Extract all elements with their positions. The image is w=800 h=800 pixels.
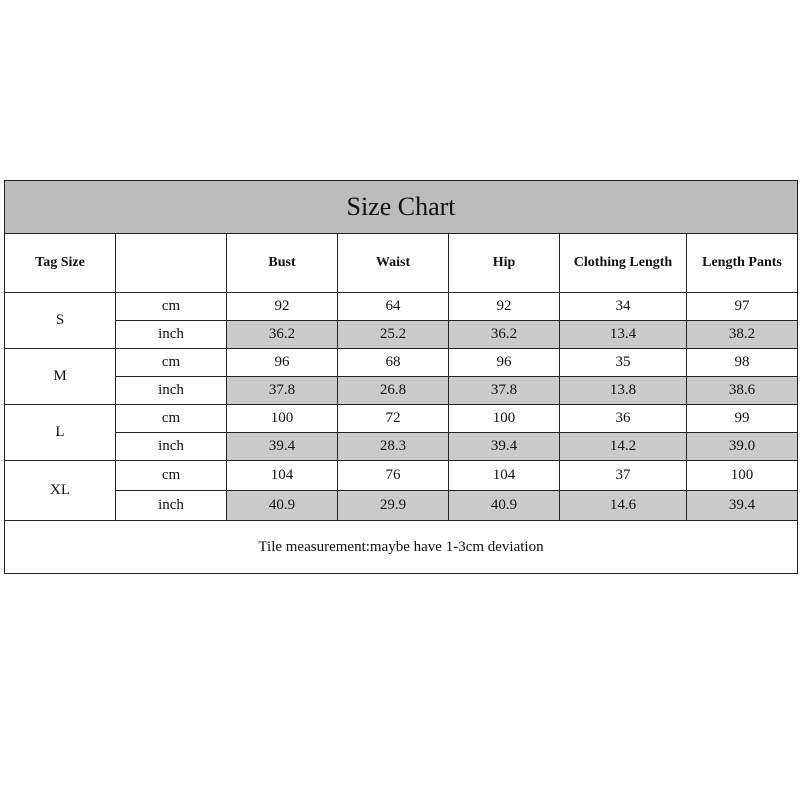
size-chart-table — [4, 180, 798, 574]
clothing-length-cell: 13.4 — [560, 321, 687, 349]
tag-size-cell: S — [5, 293, 116, 349]
table-row — [5, 461, 798, 491]
header-clothing-length: Clothing Length — [560, 234, 687, 293]
length-pants-cell: 39.4 — [687, 491, 798, 521]
bust-cell: 39.4 — [227, 433, 338, 461]
tag-size-cell: XL — [5, 461, 116, 521]
table-row — [5, 377, 798, 405]
unit-cell: inch — [116, 377, 227, 405]
hip-cell: 104 — [449, 461, 560, 491]
length-pants-cell: 97 — [687, 293, 798, 321]
table-row — [5, 405, 798, 433]
hip-cell: 36.2 — [449, 321, 560, 349]
clothing-length-cell: 35 — [560, 349, 687, 377]
header-unit — [116, 234, 227, 293]
chart-title: Size Chart — [5, 181, 798, 234]
hip-cell: 39.4 — [449, 433, 560, 461]
hip-cell: 96 — [449, 349, 560, 377]
bust-cell: 92 — [227, 293, 338, 321]
tag-size-cell: L — [5, 405, 116, 461]
hip-cell: 37.8 — [449, 377, 560, 405]
bust-cell: 36.2 — [227, 321, 338, 349]
length-pants-cell: 99 — [687, 405, 798, 433]
header-tag-size: Tag Size — [5, 234, 116, 293]
bust-cell: 37.8 — [227, 377, 338, 405]
bust-cell: 40.9 — [227, 491, 338, 521]
unit-cell: cm — [116, 461, 227, 491]
length-pants-cell: 38.6 — [687, 377, 798, 405]
measurement-note: Tile measurement:maybe have 1-3cm deviation — [5, 521, 798, 574]
header-bust: Bust — [227, 234, 338, 293]
tag-size-cell: M — [5, 349, 116, 405]
hip-cell: 40.9 — [449, 491, 560, 521]
unit-cell: inch — [116, 433, 227, 461]
unit-cell: cm — [116, 349, 227, 377]
length-pants-cell: 98 — [687, 349, 798, 377]
bust-cell: 96 — [227, 349, 338, 377]
table-row — [5, 433, 798, 461]
waist-cell: 68 — [338, 349, 449, 377]
header-length-pants: Length Pants — [687, 234, 798, 293]
length-pants-cell: 39.0 — [687, 433, 798, 461]
waist-cell: 76 — [338, 461, 449, 491]
length-pants-cell: 100 — [687, 461, 798, 491]
bust-cell: 104 — [227, 461, 338, 491]
table-row — [5, 349, 798, 377]
waist-cell: 29.9 — [338, 491, 449, 521]
length-pants-cell: 38.2 — [687, 321, 798, 349]
waist-cell: 64 — [338, 293, 449, 321]
clothing-length-cell: 14.2 — [560, 433, 687, 461]
unit-cell: cm — [116, 405, 227, 433]
clothing-length-cell: 14.6 — [560, 491, 687, 521]
clothing-length-cell: 13.8 — [560, 377, 687, 405]
clothing-length-cell: 36 — [560, 405, 687, 433]
waist-cell: 72 — [338, 405, 449, 433]
table-row — [5, 491, 798, 521]
header-waist: Waist — [338, 234, 449, 293]
bust-cell: 100 — [227, 405, 338, 433]
hip-cell: 92 — [449, 293, 560, 321]
unit-cell: inch — [116, 491, 227, 521]
waist-cell: 28.3 — [338, 433, 449, 461]
table-row — [5, 293, 798, 321]
table-row — [5, 321, 798, 349]
unit-cell: cm — [116, 293, 227, 321]
clothing-length-cell: 34 — [560, 293, 687, 321]
hip-cell: 100 — [449, 405, 560, 433]
unit-cell: inch — [116, 321, 227, 349]
header-hip: Hip — [449, 234, 560, 293]
waist-cell: 26.8 — [338, 377, 449, 405]
clothing-length-cell: 37 — [560, 461, 687, 491]
waist-cell: 25.2 — [338, 321, 449, 349]
